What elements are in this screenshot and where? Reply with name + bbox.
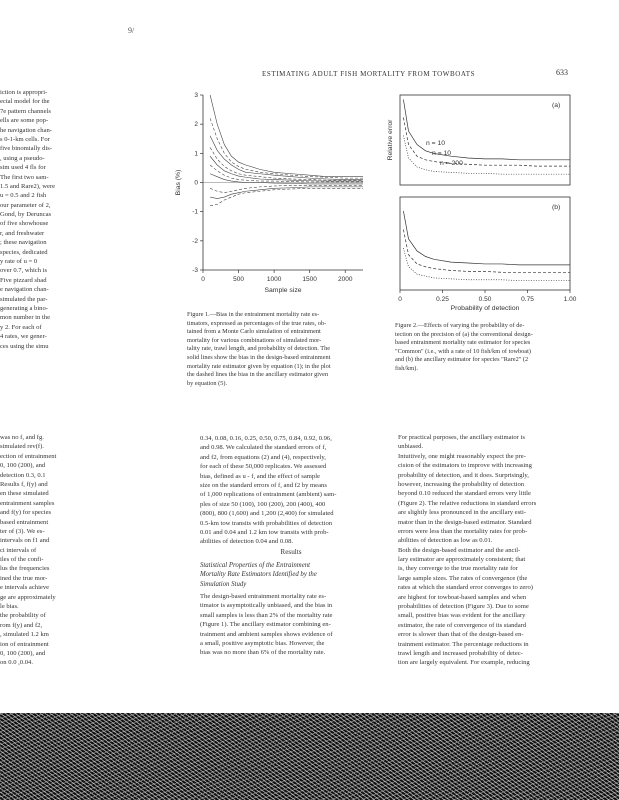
text-line: For practical purposes, the ancillary estimator is [398, 434, 525, 441]
figure-2-caption [395, 322, 585, 374]
y-tick-label: -3 [192, 267, 198, 274]
text-line: ge are approximately [0, 593, 56, 601]
subhead-line: Simulation Study [200, 580, 247, 588]
x-tick-label: 0.25 [436, 296, 449, 303]
y-tick-label: 1 [194, 150, 198, 158]
text-line: 4 rates, we gener- [0, 333, 47, 341]
text-line: 0.34, 0.08, 0.16, 0.25, 0.50, 0.75, 0.84, 0.92, 0.96, [200, 435, 332, 442]
text-line: 0, 100 (200), and [0, 462, 46, 470]
text-line: for each of these 50,000 replicates. We assessed [200, 463, 327, 471]
text-line: ter of (3). We es- [0, 527, 45, 535]
text-line: large sample sizes. The rates of convergence (the [398, 574, 528, 582]
text-line: detection 0.3, 0.1 [0, 471, 46, 479]
text-line: on 0.0 ,0.04. [0, 659, 33, 667]
text-line: sim used 4 fls for [0, 164, 46, 172]
text-line: errors were less than the mortality rates for prob- [398, 527, 528, 535]
caption-line: fish/km). [395, 364, 418, 372]
x-tick-label: 500 [233, 276, 244, 283]
x-tick-label: 1000 [266, 276, 282, 283]
text-line: five binomially dis- [0, 145, 53, 153]
text-line: The design-based entrainment mortality rate es- [200, 593, 327, 600]
figure-1-y-label: Bias (%) [175, 169, 182, 196]
corner-mark: 9/ [128, 26, 135, 35]
page-number: 633 [556, 68, 568, 77]
middle-column-methods [200, 434, 382, 547]
x-tick-label: 0 [201, 276, 205, 283]
text-line: s 0-1-km cells. For [0, 135, 50, 143]
figure-1-axes [192, 92, 363, 283]
caption-line: and (b) the ancillary estimator for species "Rare2" (2 [395, 356, 529, 364]
series-line-s2 [210, 118, 363, 178]
caption-line: "Common" (i.e., with a rate of 10 fish/km of towboat) [395, 347, 531, 355]
y-tick-label: 0 [194, 179, 198, 187]
caption-line: solid lines show the bias in the design-based entrainment [187, 353, 331, 361]
text-line: e intervals achieve [0, 584, 50, 592]
text-line: and f(y) for species [0, 509, 52, 517]
text-line: however, increasing the probability of detection [398, 480, 525, 488]
text-line: trawl length and increased probability of detec- [398, 649, 523, 657]
text-line: Intuitively, one might reasonably expect the pre- [398, 452, 526, 460]
text-line: lary estimator are approximately consistent; that [398, 556, 526, 564]
text-line: based entrainment [0, 518, 49, 526]
text-line: simulated rev(f). [0, 443, 44, 451]
series-line [403, 230, 570, 273]
x-tick-label: 1.00 [563, 296, 577, 303]
right-column-text [398, 433, 588, 668]
results-subheading [200, 561, 382, 589]
text-line: ells are some pop- [0, 117, 49, 125]
panel-frame [400, 197, 570, 290]
caption-line: by equation (5). [187, 379, 228, 387]
text-line: bias, defined as u - f, and the effect of sample [200, 472, 320, 480]
text-line: (Figure 1). The ancillary estimator combining en- [200, 621, 331, 629]
text-line: simulated the par- [0, 295, 48, 303]
scan-noise-band [0, 713, 619, 800]
text-line: u = 0.5 and 2 fish [0, 192, 47, 200]
text-line: small samples is less than 2% of the mortality rate [200, 611, 333, 619]
figure-1-caption [187, 311, 377, 388]
text-line: rom f(y) and f2, [0, 621, 43, 629]
text-line: small, positive bias was evident for the ancillary [398, 612, 526, 620]
text-line: ined the true mor- [0, 574, 48, 582]
text-line: y rate of u = 0 [0, 258, 38, 266]
middle-column-results [200, 592, 382, 658]
text-line: y 2. For each of [0, 323, 42, 331]
text-line: timator is asymptotically unbiased, and the bias in [200, 602, 333, 610]
figure-2-y-label: Relative error [387, 119, 394, 161]
text-line: tion are largely equivalent. For example, reducing [398, 659, 530, 667]
text-line: generating a bino- [0, 304, 48, 312]
text-line: are slightly less pronounced in the ancillary esti- [398, 509, 526, 517]
legend-entry: n = 200 [440, 160, 463, 167]
series-line [403, 100, 570, 160]
text-line: Both the design-based estimator and the ancil- [398, 546, 521, 554]
text-line: le bias. [0, 603, 19, 611]
series-line-s10 [210, 188, 363, 206]
caption-line: mortality rate estimator given by equation (1); in the plot [187, 362, 331, 370]
text-line: trainment and ambient samples shows evidence of [200, 630, 333, 638]
series-line-s5 [210, 156, 363, 181]
text-line: mator than in the design-based estimator. Standard [398, 518, 532, 526]
text-line: our parameter of 2, [0, 201, 51, 209]
legend-entry: n = 10 [432, 150, 452, 157]
left-column-top [0, 88, 92, 351]
text-line: , simulated 1.2 km [0, 631, 49, 639]
x-tick-label: 0.75 [521, 296, 534, 303]
text-line: r, and freshwater [0, 229, 45, 237]
text-line: 0, 100 (200), and [0, 649, 46, 657]
left-column-bottom [0, 433, 92, 668]
text-line: probabilities of detection (Figure 3). Due to some [398, 603, 529, 611]
text-line: ples of size 50 (100), 100 (200), 200 (400), 400 [200, 500, 326, 508]
series-line-s4 [210, 148, 363, 181]
text-line: (Figure 2). The relative reductions in standard errors [398, 499, 537, 507]
caption-line: Figure 1.—Bias in the entrainment mortality rate es- [187, 311, 320, 318]
results-heading: Results [280, 548, 302, 556]
text-line: and 0.98. We calculated the standard errors of f, [200, 444, 327, 452]
text-line: en these simulated [0, 490, 49, 498]
text-line: he navigation chan- [0, 126, 52, 134]
legend-entry: n = 10 [426, 140, 446, 147]
text-line: abilities of detection as low as 0.01. [398, 537, 493, 545]
text-line: over 0.7, which is [0, 267, 48, 275]
text-line: cision of the estimators to improve with increasing [398, 462, 532, 470]
text-line: was no f, and fg. [0, 434, 44, 441]
panel-b-label: (b) [552, 204, 561, 211]
text-line: error is slower than that of the design-based en- [398, 631, 524, 639]
figure-1-series [210, 95, 363, 206]
caption-line: based entrainment mortality rate estimator for species [395, 339, 531, 347]
text-line: 0.5-km tow transits with probabilities of detection [200, 519, 333, 527]
text-line: ection of entrainment [0, 452, 57, 460]
text-line: a small, positive asymptotic bias. However, the [200, 639, 325, 647]
text-line: Five pizzard shad [0, 276, 47, 284]
caption-line: timators, expressed as percentages of the true rates, ob- [187, 319, 327, 327]
series-line-s1 [210, 95, 363, 177]
y-tick-label: 2 [194, 121, 198, 129]
text-line: unbiased. [398, 443, 424, 451]
text-line: of five showhouse [0, 220, 49, 228]
text-line: Gond, by Deruncas [0, 211, 52, 219]
text-line: estimator, the rate of convergence of its standard [398, 621, 527, 629]
text-line: species, dedicated [0, 248, 48, 256]
text-line: ces using the simu [0, 342, 49, 350]
text-line: , using a pseudo- [0, 154, 45, 162]
caption-line: tality rate, trawl length, and probability of detection. The [187, 345, 331, 353]
y-tick-label: -1 [192, 208, 198, 216]
text-line: is, they converge to the true mortality rate for [398, 565, 518, 573]
text-line: beyond 0.10 reduced the standard errors very little [398, 490, 531, 498]
series-line [403, 248, 570, 281]
x-tick-label: 0.50 [478, 296, 492, 303]
figure-2-panel-b [398, 197, 577, 303]
text-line: abilities of detection 0.04 and 0.08. [200, 538, 294, 546]
text-line: ci intervals of [0, 546, 37, 554]
subhead-line: Mortality Rate Estimators Identified by the [200, 571, 317, 579]
caption-line: Figure 2.—Effects of varying the probability of de- [395, 322, 525, 329]
text-line: ion of entrainment [0, 640, 49, 648]
text-line: The first two sam- [0, 173, 49, 181]
x-tick-label: 1500 [302, 276, 317, 283]
figure-1-x-label: Sample size [264, 287, 302, 294]
text-line: are highest for towboat-based samples and when [398, 593, 527, 601]
caption-line: the dashed lines the bias in the ancillary estimator given [187, 371, 329, 379]
text-line: probability of detection, and it does. Surprisingly, [398, 471, 529, 479]
figure-1-bias-chart [168, 85, 373, 305]
figure-2-detection-chart [380, 85, 580, 315]
text-line: bias was no more than 6% of the mortality rate. [200, 649, 326, 657]
text-line: entrainment samples [0, 499, 55, 507]
text-line: rates at which the standard error converges to zero) [398, 584, 533, 592]
caption-line: tained from a Monte Carlo simulation of entrainment [187, 328, 321, 336]
panel-a-label: (a) [552, 102, 561, 109]
text-line: 7e pattern channels [0, 107, 51, 115]
caption-line: tection on the precision of (a) the conventional design- [395, 330, 533, 338]
y-tick-label: -2 [192, 237, 198, 245]
running-header: ESTIMATING ADULT FISH MORTALITY FROM TOWBOATS [262, 70, 476, 78]
text-line: (800), 800 (1,600) and 1,200 (2,400) for simulated [200, 510, 334, 518]
text-line: lus the frequencies [0, 565, 50, 573]
figure-2-x-label: Probability of detection [450, 305, 520, 312]
text-line: and f2, from equations (2) and (4), respectively, [200, 453, 326, 461]
text-line: intervals on f1 and [0, 537, 50, 545]
text-line: ectal model for the [0, 98, 50, 106]
text-line: e navigation chan- [0, 286, 49, 294]
text-line: size on the standard errors of f, and f2 by means [200, 481, 327, 489]
y-tick-label: 3 [194, 92, 198, 99]
text-line: 0.01 and 0.04 and 1.2 km tow transits with prob- [200, 528, 329, 536]
text-line: 1.5 and Rare2), were [0, 182, 56, 190]
text-line: trainment estimator. The percentage reductions in [398, 640, 529, 648]
series-line-s8 [210, 185, 363, 192]
x-tick-label: 0 [398, 296, 402, 303]
text-line: mon number in the [0, 314, 50, 322]
caption-line: mortality for various combinations of simulated mor- [187, 336, 322, 344]
text-line: Results f, f(y) and [0, 480, 48, 488]
text-line: iles of the confi- [0, 556, 44, 564]
text-line: of 1,000 replications of entrainment (ambient) sam- [200, 491, 337, 499]
series-line [403, 211, 570, 265]
text-line: iction is appropri- [0, 89, 48, 96]
text-line: ; these navigation [0, 239, 47, 247]
subhead-line: Statistical Properties of the Entrainment [200, 562, 310, 569]
x-tick-label: 2000 [337, 276, 353, 283]
text-line: the probability of [0, 612, 46, 620]
